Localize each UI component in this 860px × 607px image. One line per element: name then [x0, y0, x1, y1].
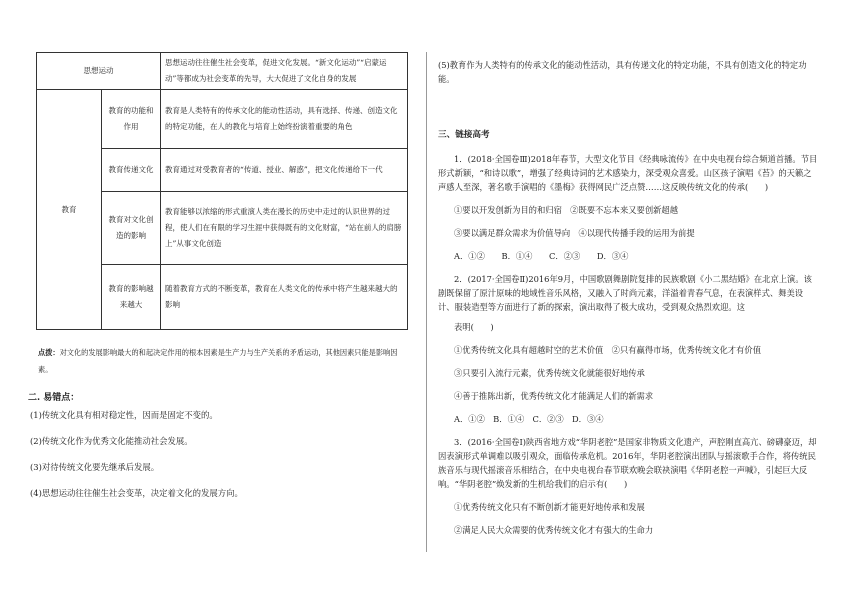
sub-content: 教育是人类特有的传承文化的能动性活动，具有选择、传递、创造文化的特定功能，在人的教化与培育上始终扮演着重要的角色 — [161, 90, 408, 149]
culture-factors-table — [36, 52, 408, 330]
sub-label: 教育的功能和作用 — [102, 90, 161, 149]
mistake-item: (4)思想运动往往催生社会变革，决定着文化的发展方向。 — [30, 488, 243, 498]
tip-note — [38, 344, 406, 378]
question-2-answers: A．①② B．①④ C．②③ D．③④ — [454, 414, 604, 424]
sub-label: 教育传递文化 — [102, 149, 161, 192]
row-content-thought-movement: 思想运动往往催生社会变革，促进文化发展。“新文化运动”“启蒙运动”等都成为社会变革的先导，大大促进了文化自身的发展 — [161, 53, 408, 90]
sub-content: 教育通过对受教育者的“传道、授业、解惑”，把文化传递给下一代 — [161, 149, 408, 192]
question-2-stem: 2．(2017·全国卷Ⅱ)2016年9月，中国歌剧舞剧院复排的民族歌剧《小二黑结婚》在北京上演。该剧既保留了原汁原味的地域性音乐风格，又融入了时尚元素，洋溢着青春气息，在表演样式、舞美设计、服装造型等方面进行了新的探索，演出取得了极大成功，受到观众热烈欢迎。这 — [438, 274, 812, 312]
mistake-item-5: (5)教育作为人类特有的传承文化的能动性活动，具有传递文化的特定功能，不具有创造文化的特定功能。 — [438, 60, 807, 84]
sub-content: 教育能够以浓缩的形式重演人类在漫长的历史中走过的认识世界的过程，使人们在有限的学习生涯中获得既有的文化财富，“站在前人的肩膀上”从事文化创造 — [161, 192, 408, 265]
table-row — [37, 53, 408, 90]
question-3-options-a: ①优秀传统文化只有不断创新才能更好地传承和发展 — [454, 502, 645, 512]
table-row — [37, 90, 408, 149]
tip-label: 点拨： — [38, 348, 60, 357]
question-2-options-a: ①优秀传统文化具有超越时空的艺术价值 ②只有赢得市场，优秀传统文化才有价值 — [454, 345, 761, 355]
left-column — [28, 52, 406, 513]
tip-text: 对文化的发展影响最大的和起决定作用的根本因素是生产力与生产关系的矛盾运动，其他因素只能是影响因素。 — [38, 348, 398, 374]
mistake-item: (3)对待传统文化要先继承后发展。 — [30, 462, 160, 472]
question-2-tail: 表明( ) — [454, 322, 494, 332]
question-2-options-c: ④善于推陈出新，优秀传统文化才能满足人们的新需求 — [454, 391, 654, 401]
row-label-thought-movement: 思想运动 — [37, 53, 161, 90]
column-divider — [426, 52, 427, 552]
row-label-education: 教育 — [37, 90, 102, 330]
question-1-answers: A．①② B．①④ C．②③ D．③④ — [454, 251, 629, 261]
section-title-exam: 三、链接高考 — [438, 130, 490, 140]
question-1-options-b: ③要以满足群众需求为价值导向 ④以现代传播手段的运用为前提 — [454, 228, 695, 238]
section-title-mistakes: 二. 易错点： — [28, 393, 80, 403]
mistake-item: (2)传统文化作为优秀文化能推动社会发展。 — [30, 436, 193, 446]
sub-label: 教育的影响越来越大 — [102, 265, 161, 330]
question-3-options-b: ②满足人民大众需要的优秀传统文化才有强大的生命力 — [454, 525, 654, 535]
mistake-item: (1)传统文化具有相对稳定性，因而是固定不变的。 — [30, 410, 218, 420]
question-3-stem: 3．(2016·全国卷Ⅰ)陕西省地方戏“华阴老腔”是国家非物质文化遗产，声腔刚直高亢、磅礴豪迈，却因表演形式单调难以吸引观众，面临传承危机。2016年，华阴老腔演出团队与摇滚歌手合作，将传统民族音乐与现代摇滚音乐相结合，在中央电视台春节联欢晚会联袂演唱《华阴老腔一声喊》，引起巨大反响。“华阴老腔”焕发新的生机给我们的启示有( ) — [438, 437, 817, 489]
right-column — [438, 58, 818, 537]
question-2-options-b: ③只要引入流行元素，优秀传统文化就能很好地传承 — [454, 368, 645, 378]
sub-content: 随着教育方式的不断变革，教育在人类文化的传承中将产生越来越大的影响 — [161, 265, 408, 330]
sub-label: 教育对文化创造的影响 — [102, 192, 161, 265]
question-1-options-a: ①要以开发创新为目的和归宿 ②既要不忘本来又要创新超越 — [454, 205, 679, 215]
question-1-stem: 1．(2018·全国卷Ⅲ)2018年春节，大型文化节目《经典咏流传》在中央电视台综合频道首播。节目形式新颖，“和诗以歌”，增强了经典诗词的艺术感染力，深受观众喜爱。山区孩子演唱《苔》的天籁之声感人至深，著名歌手演唱的《墨梅》获得网民广泛点赞……这反映传统文化的传承( ) — [438, 154, 818, 192]
